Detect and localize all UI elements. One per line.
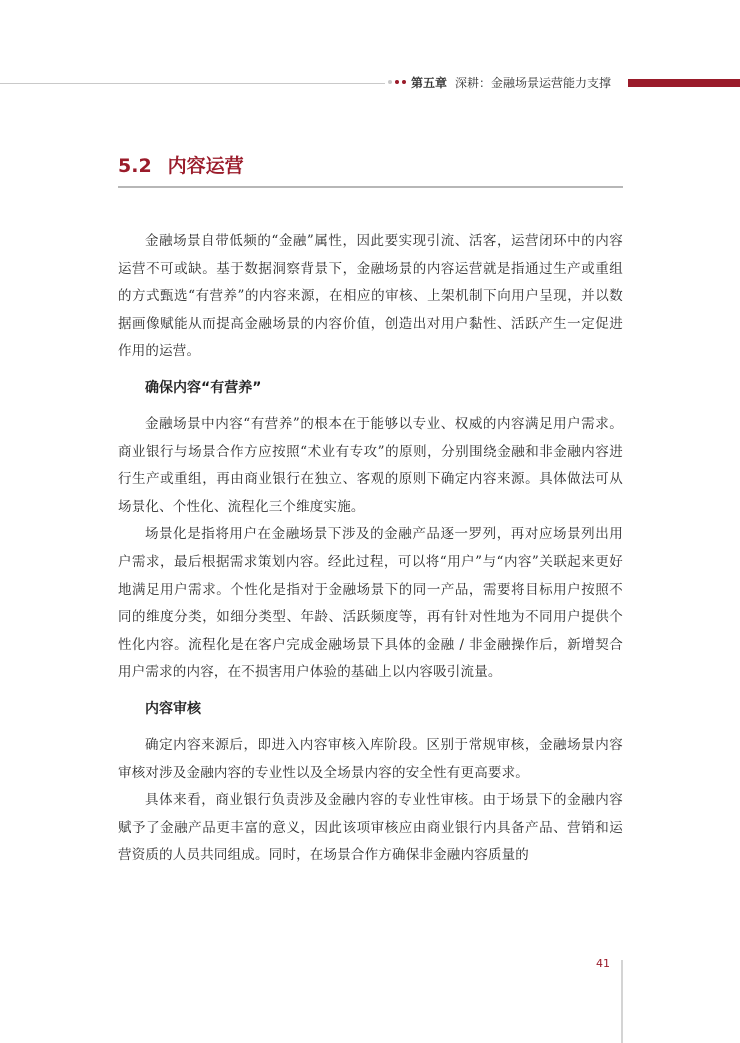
subheading-review: 内容审核 — [145, 700, 201, 717]
body-text — [118, 228, 623, 870]
footer-rule — [621, 960, 623, 1043]
header-dot — [388, 80, 392, 84]
header-accent-bar — [628, 79, 740, 87]
section-title: 内容运营 — [167, 155, 244, 177]
header-dot — [395, 80, 399, 84]
header-rule — [0, 83, 385, 84]
section-number: 5.2 — [118, 155, 152, 177]
paragraph-nutrition-1: 金融场景中内容“有营养”的根本在于能够以专业、权威的内容满足用户需求。商业银行与场景合作方应按照“术业有专攻”的原则，分别围绕金融和非金融内容进行生产或重组，再由商业银行在独立、客观的原则下确定内容来源。具体做法可从场景化、个性化、流程化三个维度实施。 — [118, 415, 623, 515]
header-dot — [402, 80, 406, 84]
subheading-nutrition: 确保内容“有营养” — [145, 379, 262, 396]
paragraph-nutrition-2: 场景化是指将用户在金融场景下涉及的金融产品逐一罗列，再对应场景列出用户需求，最后根据需求策划内容。经此过程，可以将“用户”与“内容”关联起来更好地满足用户需求。个性化是指对于金融场景下的同一产品，需要将目标用户按照不同的维度分类，如细分类型、年龄、活跃频度等，再有针对性地为不同用户提供个性化内容。流程化是在客户完成金融场景下具体的金融 / 非金融操作后，新增契合用户需求的内容，在不损害用户体验的基础上以内容吸引流量。 — [118, 526, 623, 681]
header-chapter: 第五章 — [411, 76, 448, 90]
paragraph-review-1: 确定内容来源后，即进入内容审核入库阶段。区别于常规审核，金融场景内容审核对涉及金融内容的专业性以及全场景内容的安全性有更高要求。 — [118, 736, 623, 781]
paragraph-review-2: 具体来看，商业银行负责涉及金融内容的专业性审核。由于场景下的金融内容赋予了金融产品更丰富的意义，因此该项审核应由商业银行内具备产品、营销和运营资质的人员共同组成。同时，在场景合作方确保非金融内容质量的 — [118, 792, 623, 864]
section-rule — [118, 186, 623, 188]
section-heading — [118, 152, 244, 180]
paragraph-intro: 金融场景自带低频的“金融”属性，因此要实现引流、活客，运营闭环中的内容运营不可或缺。基于数据洞察背景下，金融场景的内容运营就是指通过生产或重组的方式甄选“有营养”的内容来源，在相应的审核、上架机制下向用户呈现，并以数据画像赋能从而提高金融场景的内容价值，创造出对用户黏性、活跃产生一定促进作用的运营。 — [118, 233, 623, 360]
running-header — [411, 74, 611, 92]
header-dots — [388, 80, 409, 88]
page-number: 41 — [596, 957, 610, 970]
header-title: 深耕：金融场景运营能力支撑 — [455, 76, 612, 90]
